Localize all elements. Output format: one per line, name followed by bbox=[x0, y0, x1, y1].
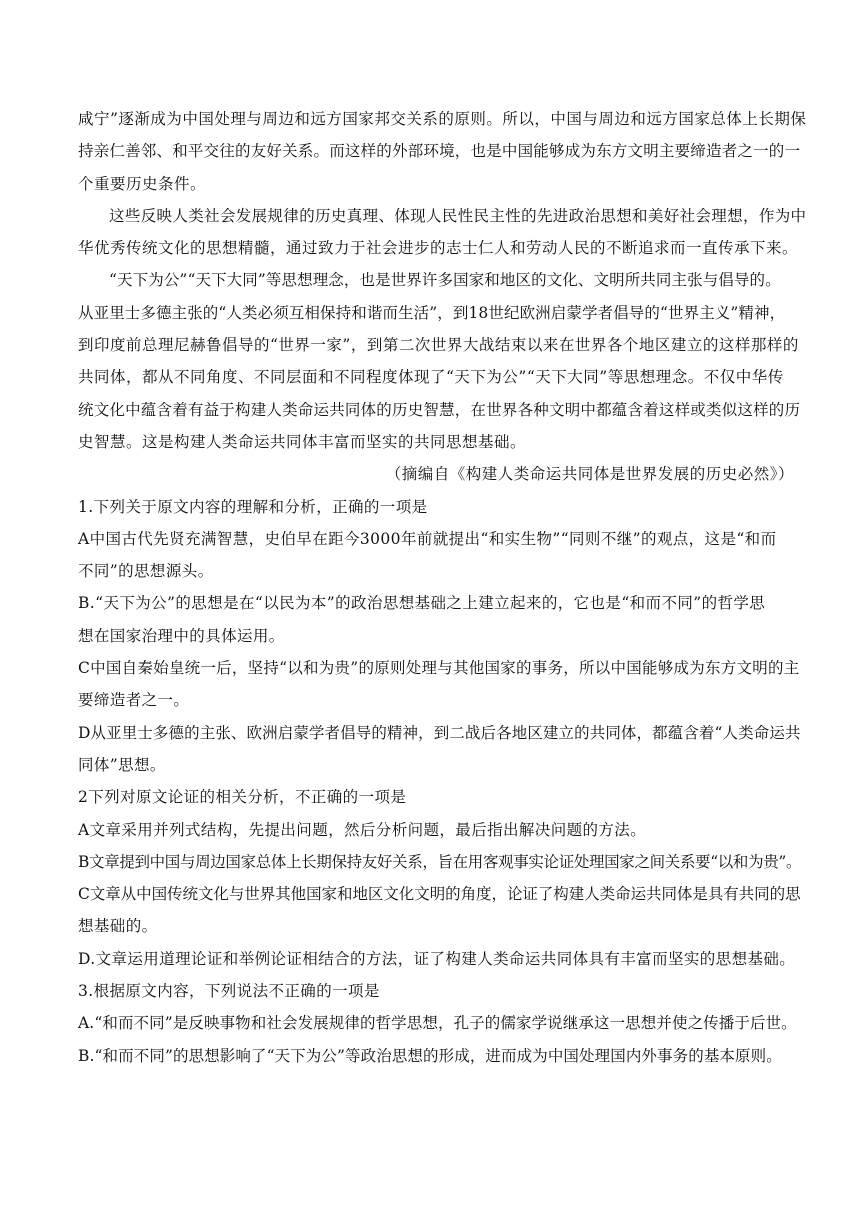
option-line: 想基础的。 bbox=[78, 917, 158, 936]
question-stem: 2下列对原文论证的相关分析，不正确的一项是 bbox=[78, 788, 407, 807]
citation: （摘编自《构建人类命运共同体是世界发展的历史必然》） bbox=[385, 465, 794, 484]
passage-line: 咸宁”逐渐成为中国处理与周边和远方国家邦交关系的原则。所以，中国与周边和远方国家总体上长期保 bbox=[78, 110, 807, 128]
option-line: C文章从中国传统文化与世界其他国家和地区文化文明的角度，论证了构建人类命运共同体是具有共同的思 bbox=[78, 885, 801, 904]
passage-line: “天下为公”“天下大同”等思想理念，也是世界许多国家和地区的文化、文明所共同主张与倡导的。 bbox=[109, 271, 781, 290]
option-line: D从亚里士多德的主张、欧洲启蒙学者倡导的精神，到二战后各地区建立的共同体，都蕴含着“人类命运共 bbox=[78, 723, 801, 742]
passage-line: 统文化中蕴含着有益于构建人类命运共同体的历史智慧，在世界各种文明中都蕴含着这样或类似这样的历 bbox=[78, 400, 801, 419]
option-line: A文章采用并列式结构，先提出问题，然后分析问题，最后指出解决问题的方法。 bbox=[78, 820, 647, 839]
option-line: 要缔造者之一。 bbox=[78, 691, 190, 710]
option-line: A.“和而不同”是反映事物和社会发展规律的哲学思想，孔子的儒家学说继承这一思想并使之传播于后世。 bbox=[78, 1014, 797, 1033]
passage-line: 共同体，都从不同角度、不同层面和不同程度体现了“天下为公”“天下大同”等思想理念。不仅中华传 bbox=[78, 368, 784, 387]
document-page bbox=[78, 103, 807, 1072]
passage bbox=[78, 103, 807, 491]
question-stem: 1.下列关于原文内容的理解和分析，正确的一项是 bbox=[78, 497, 428, 516]
option-line: B文章提到中国与周边国家总体上长期保持友好关系，旨在用客观事实论证处理国家之间关系要“以和为贵”。 bbox=[78, 852, 802, 871]
passage-line: 华优秀传统文化的思想精髓，通过致力于社会进步的志士仁人和劳动人民的不断追求而一直传承下来。 bbox=[78, 239, 799, 258]
option-line: 想在国家治理中的具体运用。 bbox=[78, 626, 285, 645]
option-line: C中国自秦始皇统一后，坚持“以和为贵”的原则处理与其他国家的事务，所以中国能够成为东方文明的主 bbox=[78, 659, 800, 678]
questions bbox=[78, 491, 802, 1072]
option-line: D.文章运用道理论证和举例论证相结合的方法，证了构建人类命运共同体具有丰富而坚实的思想基础。 bbox=[78, 949, 796, 968]
option-line: B.“和而不同”的思想影响了“天下为公”等政治思想的形成，进而成为中国处理国内外事务的基本原则。 bbox=[78, 1046, 782, 1065]
option-line: B.“天下为公”的思想是在“以民为本”的政治思想基础之上建立起来的，它也是“和而不同”的哲学思 bbox=[78, 594, 766, 613]
passage-line: 从亚里士多德主张的“人类必须互相保持和谐而生活”，到18世纪欧洲启蒙学者倡导的“世界主义”精神， bbox=[78, 303, 786, 322]
passage-line: 到印度前总理尼赫鲁倡导的“世界一家”，到第二次世界大战结束以来在世界各个地区建立的这样那样的 bbox=[78, 336, 799, 355]
passage-line: 这些反映人类社会发展规律的历史真理、体现人民性民主性的先进政治思想和美好社会理想，作为中 bbox=[109, 206, 807, 225]
option-line: 同体”思想。 bbox=[78, 755, 166, 774]
option-line: A中国古代先贤充满智慧，史伯早在距今3000年前就提出“和实生物”“同则不继”的观点，这是“和而 bbox=[78, 529, 777, 548]
option-line: 不同”的思想源头。 bbox=[78, 562, 214, 581]
passage-line: 持亲仁善邻、和平交往的友好关系。而这样的外部环境，也是中国能够成为东方文明主要缔造者之一的一 bbox=[78, 142, 801, 161]
passage-line: 个重要历史条件。 bbox=[78, 174, 207, 193]
passage-line: 史智慧。这是构建人类命运共同体丰富而坚实的共同思想基础。 bbox=[78, 432, 527, 451]
question-stem: 3.根据原文内容，下列说法不正确的一项是 bbox=[78, 982, 380, 1001]
